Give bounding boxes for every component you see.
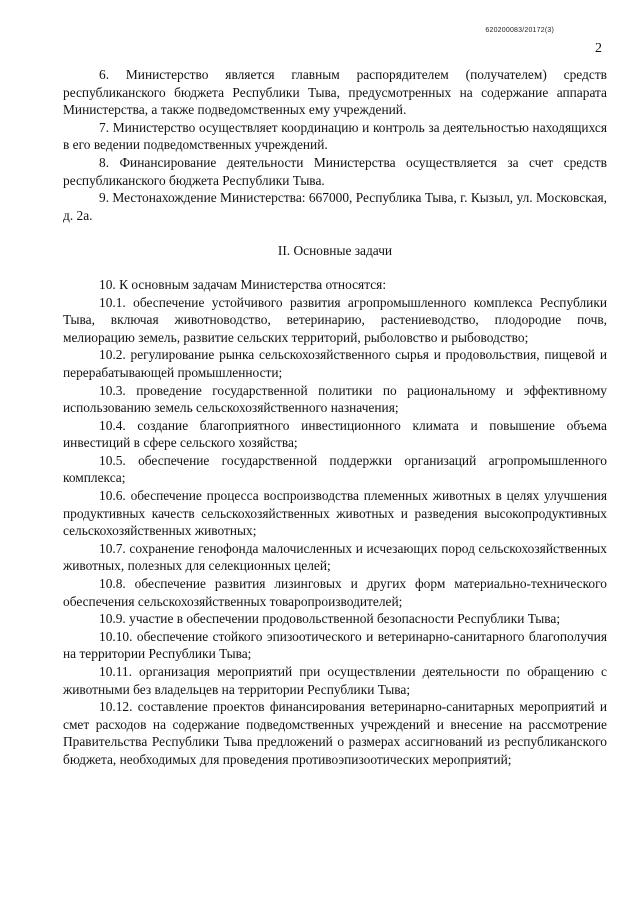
paragraph-10: 10. К основным задачам Министерства относятся: bbox=[99, 276, 387, 292]
paragraph-10-2: 10.2. регулирование рынка сельскохозяйственного сырья и продовольствия, пищевой и перерабатывающей промышленности; bbox=[63, 347, 607, 380]
paragraph-10-6: 10.6. обеспечение процесса воспроизводства племенных животных в целях улучшения продуктивных качеств сельскохозяйственных животных и разведения высокопродуктивных сельскохозяйственных животных; bbox=[63, 488, 607, 539]
section-title: II. Основные задачи bbox=[277, 243, 393, 259]
document-body bbox=[63, 66, 607, 769]
paragraph-10-1: 10.1. обеспечение устойчивого развития агропромышленного комплекса Республики Тыва, включая животноводство, ветеринарию, растениеводство, плодородие почв, мелиорацию земель, развитие сельских территорий, рыболовство и рыбоводство; bbox=[63, 294, 607, 345]
paragraph-10-12: 10.12. составление проектов финансирования ветеринарно-санитарных мероприятий и смет расходов на содержание подведомственных учреждений и внесение на рассмотрение Правительства Республики Тыва предложений о размерах ассигнований из республиканского бюджета, необходимых для проведения противоэпизоотических мероприятий; bbox=[63, 699, 607, 767]
paragraph-10-9: 10.9. участие в обеспечении продовольственной безопасности Республики Тыва; bbox=[99, 611, 561, 627]
page-number: 2 bbox=[595, 41, 602, 56]
paragraph-10-3: 10.3. проведение государственной политики по рациональному и эффективному использованию земель сельскохозяйственного назначения; bbox=[63, 382, 607, 416]
document-code: 620200083/20172(3) bbox=[485, 27, 554, 34]
paragraph-10-11: 10.11. организация мероприятий при осуществлении деятельности по обращению с животными без владельцев на территории Республики Тыва; bbox=[63, 664, 607, 697]
paragraph-8: 8. Финансирование деятельности Министерства осуществляется за счет средств республиканского бюджета Республики Тыва. bbox=[63, 154, 607, 188]
paragraph-10-7: 10.7. сохранение генофонда малочисленных и исчезающих пород сельскохозяйственных животных, полезных для селекционных целей; bbox=[63, 540, 607, 574]
paragraph-10-10: 10.10. обеспечение стойкого эпизоотического и ветеринарно-санитарного благополучия на территории Республики Тыва; bbox=[63, 628, 607, 662]
paragraph-9: 9. Местонахождение Министерства: 667000, Республика Тыва, г. Кызыл, ул. Московская, д. 2а. bbox=[63, 190, 607, 223]
paragraph-6: 6. Министерство является главным распорядителем (получателем) средств республиканского бюджета Республики Тыва, предусмотренных на содержание аппарата Министерства, а также подведомственных ему учреждений. bbox=[63, 67, 607, 118]
paragraph-10-4: 10.4. создание благоприятного инвестиционного климата и повышение объема инвестиций в сфере сельского хозяйства; bbox=[63, 417, 607, 451]
paragraph-10-5: 10.5. обеспечение государственной поддержки организаций агропромышленного комплекса; bbox=[63, 452, 607, 486]
paragraph-7: 7. Министерство осуществляет координацию и контроль за деятельностью находящихся в его ведении подведомственных учреждений. bbox=[63, 119, 607, 153]
paragraph-10-8: 10.8. обеспечение развития лизинговых и других форм материально-технического обеспечения сельскохозяйственных товаропроизводителей; bbox=[63, 576, 607, 609]
